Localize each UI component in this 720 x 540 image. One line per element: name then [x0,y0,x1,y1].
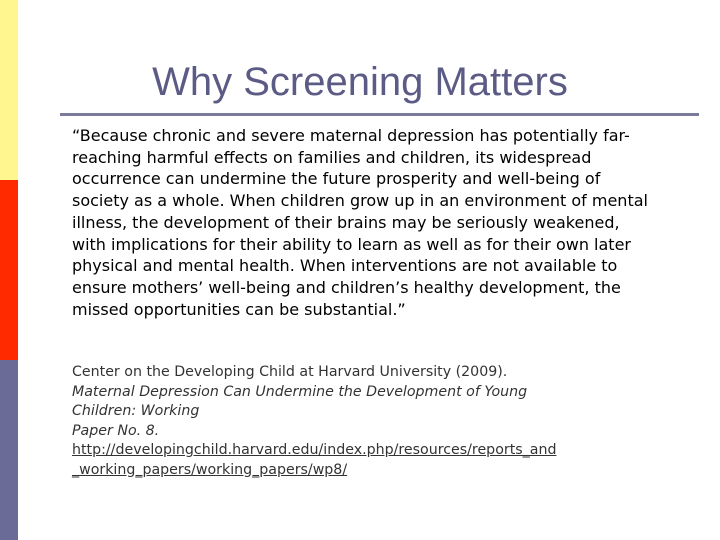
citation-title-line-2: Children: Working [72,403,200,419]
title-underline [60,113,699,116]
accent-bar-red [0,180,18,360]
left-accent-bar [0,0,18,540]
citation-source: Center on the Developing Child at Harvard University (2009). [72,364,508,380]
citation-link-line-1[interactable]: http://developingchild.harvard.edu/index.php/resources/reports_and [72,442,557,458]
slide-title: Why Screening Matters [152,60,568,104]
quote-text: “Because chronic and severe maternal depression has potentially far-reaching harmful effects on families and children, its widespread occurrence can undermine the future prosperity and well-being of society as a whole. When children grow up in an environment of mental illness, the development of their brains may be seriously weakened, with implications for their ability to learn as well as for their own later physical and mental health. When interventions are not available to ensure mothers’ well-being and children’s healthy development, the missed opportunities can be substantial.” [72,126,648,319]
citation [72,363,662,480]
citation-title-line-3: Paper No. 8. [72,422,160,439]
citation-link-line-2[interactable]: _working_papers/working_papers/wp8/ [72,461,348,478]
accent-bar-yellow [0,0,18,180]
accent-bar-blue [0,360,18,540]
citation-title-line-1: Maternal Depression Can Undermine the Development of Young [72,383,528,400]
